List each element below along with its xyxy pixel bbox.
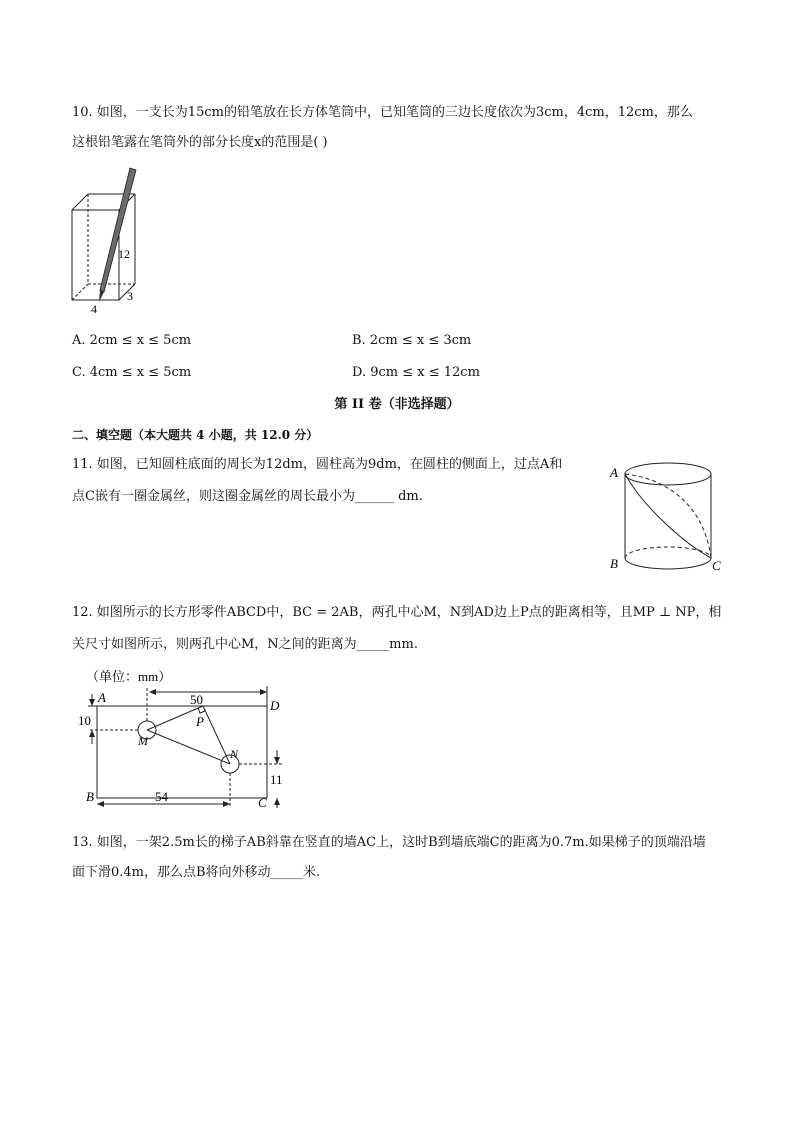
section-subtitle: 二、填空题（本大题共 4 小题，共 12.0 分）	[72, 428, 319, 442]
dim-50: 50	[190, 692, 203, 707]
q10-option-b: B. 2cm ≤ x ≤ 3cm	[352, 333, 472, 348]
label-n: N	[230, 747, 239, 761]
label-p: P	[196, 714, 204, 729]
q10-stem-line2: 这根铅笔露在笔筒外的部分长度x的范围是( )	[72, 135, 328, 150]
dim-11: 11	[270, 772, 283, 787]
unit-label: （单位：mm）	[86, 669, 172, 684]
label-b: B	[86, 789, 94, 804]
q13-stem-line2: 面下滑0.4m，那么点B将向外移动_____米.	[72, 865, 321, 880]
label-m: M	[138, 734, 148, 748]
q13-stem-line1: 13. 如图，一架2.5m长的梯子AB斜靠在竖直的墙AC上，这时B到墙底端C的距离为0.7m.如果梯子的顶端沿墙	[72, 835, 706, 850]
label-c: C	[258, 795, 267, 810]
dim-54: 54	[155, 789, 168, 804]
label-width-3: 3	[127, 289, 133, 303]
cylinder-figure	[604, 458, 734, 580]
label-height-12: 12	[118, 247, 130, 261]
pencil-box-figure	[64, 164, 154, 314]
q12-stem-line2: 关尺寸如图所示，则两孔中心M，N之间的距离为_____mm.	[72, 637, 418, 652]
dim-10: 10	[78, 713, 91, 728]
section-title: 第 II 卷（非选择题）	[334, 397, 460, 412]
q11-stem-line2: 点C嵌有一圈金属丝，则这圈金属丝的周长最小为______ dm.	[72, 489, 423, 504]
q10-option-c: C. 4cm ≤ x ≤ 5cm	[72, 365, 192, 380]
rectangle-part-figure	[72, 664, 302, 812]
label-d: D	[270, 698, 280, 713]
label-c: C	[712, 558, 721, 573]
q12-stem-line1: 12. 如图所示的长方形零件ABCD中，BC = 2AB，两孔中心M，N到AD边上P点的距离相等，且MP ⊥ NP，相	[72, 605, 722, 620]
pencil-shape	[100, 168, 136, 292]
label-a: A	[98, 690, 106, 705]
label-b: B	[610, 556, 618, 571]
q10-option-a: A. 2cm ≤ x ≤ 5cm	[72, 333, 192, 348]
q11-stem-line1: 11. 如图，已知圆柱底面的周长为12dm，圆柱高为9dm，在圆柱的侧面上，过点A和	[72, 457, 563, 472]
q10-stem-line1: 10. 如图，一支长为15cm的铅笔放在长方体笔筒中，已知笔筒的三边长度依次为3cm，4cm，12cm，那么	[72, 105, 693, 120]
label-a: A	[610, 465, 618, 480]
label-length-4: 4	[91, 302, 97, 314]
q10-option-d: D. 9cm ≤ x ≤ 12cm	[352, 365, 480, 380]
